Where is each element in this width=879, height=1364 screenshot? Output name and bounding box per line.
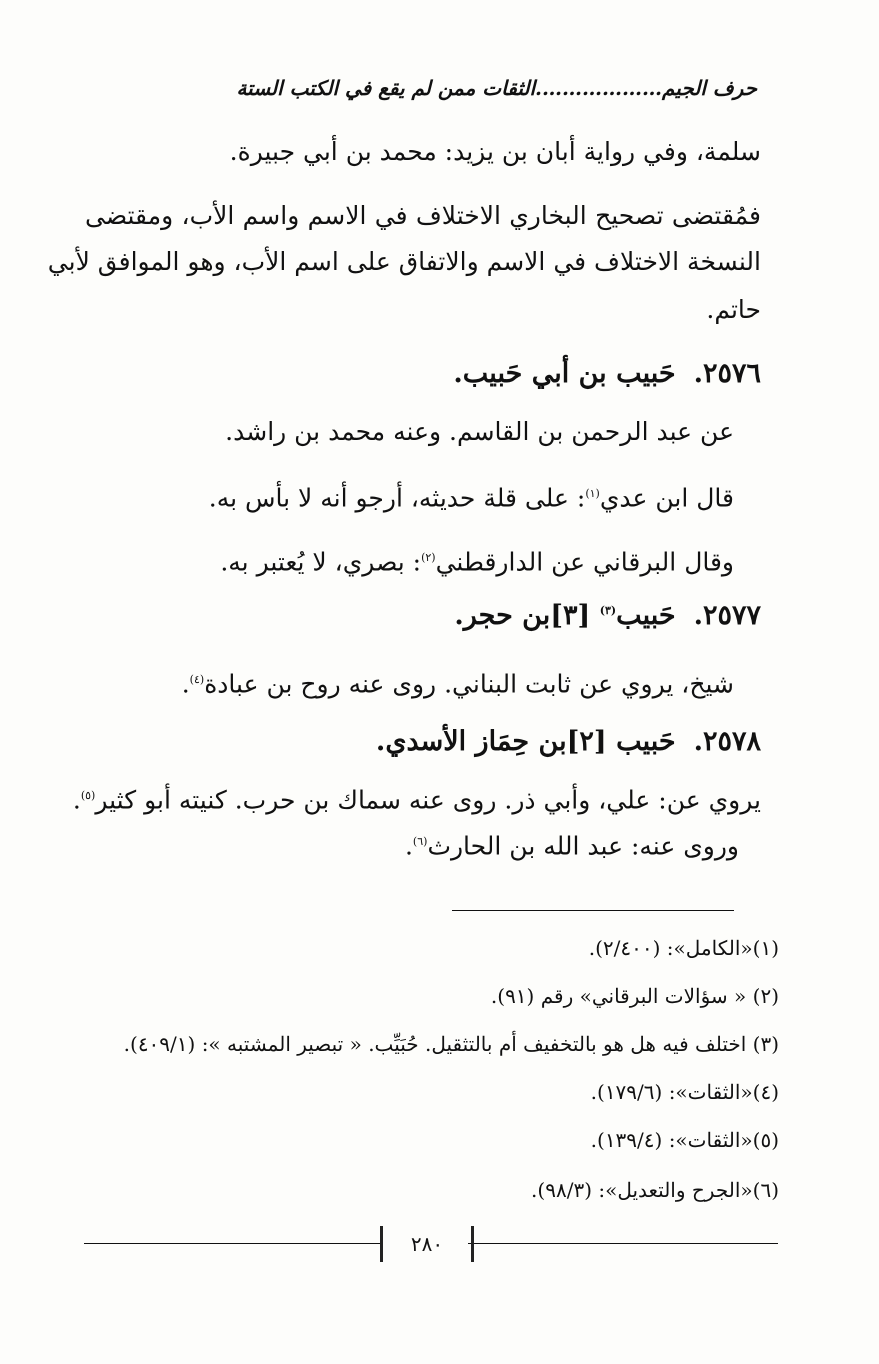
- footnote-ref: (١): [585, 487, 600, 500]
- bracket-count: [٢]: [566, 726, 607, 757]
- bottom-rule-left: [84, 1243, 380, 1244]
- footnote-separator: [452, 910, 734, 911]
- entry-2576-line-3: [220, 542, 734, 578]
- entry-heading-2578: [376, 726, 761, 757]
- footnote-ref: (٦): [412, 835, 428, 848]
- footnote-1: (١)«الكامل»: (٢/٤٠٠).: [588, 936, 779, 960]
- entry-name-rest: بن حجر.: [454, 600, 551, 631]
- footnote-5: (٥)«الثقات»: (١٣٩/٤).: [590, 1128, 779, 1152]
- intro-line-1: سلمة، وفي رواية أبان بن يزيد: محمد بن أبي جبيرة.: [229, 137, 761, 166]
- text-span: .: [72, 785, 81, 815]
- page-number: ٢٨٠: [380, 1226, 474, 1262]
- text-span: .: [181, 669, 190, 699]
- entry-name: حَبيب بن أبي حَبيب.: [453, 358, 676, 389]
- header-book-title: الثقات ممن لم يقع في الكتب الستة: [236, 76, 536, 100]
- entry-2576-line-1: عن عبد الرحمن بن القاسم. وعنه محمد بن راشد.: [225, 417, 734, 446]
- entry-number: ٢٥٧٦.: [693, 358, 761, 389]
- intro-para-line-3: حاتم.: [706, 295, 761, 324]
- footnote-ref: (٣): [599, 604, 617, 617]
- entry-number: ٢٥٧٧.: [693, 600, 761, 631]
- entry-number: ٢٥٧٨.: [693, 726, 761, 757]
- text-span: قال ابن عدي: [599, 483, 734, 513]
- text-span: وقال البرقاني عن الدارقطني: [435, 547, 734, 577]
- bottom-rule-right: [468, 1243, 778, 1244]
- entry-heading-2576: [453, 358, 761, 389]
- running-header: [97, 76, 757, 100]
- header-dots: ……………….: [535, 76, 662, 100]
- footnote-ref: (٤): [189, 673, 205, 686]
- footnote-6: (٦)«الجرح والتعديل»: (٩٨/٣).: [531, 1178, 779, 1202]
- footnote-2: (٢) « سؤالات البرقاني» رقم (٩١).: [490, 984, 779, 1008]
- text-span: شيخ، يروي عن ثابت البناني. روى عنه روح بن عبادة: [204, 669, 734, 699]
- text-span: وروى عنه: عبد الله بن الحارث: [427, 831, 739, 861]
- entry-name: حَبيب: [616, 600, 676, 631]
- entry-2576-line-2: [209, 478, 734, 514]
- text-span: : بصري، لا يُعتبر به.: [220, 547, 422, 577]
- entry-heading-2577: [454, 600, 761, 631]
- entry-name: حَبيب: [616, 726, 676, 757]
- footnote-ref: (٢): [421, 551, 436, 564]
- intro-para-line-2: النسخة الاختلاف في الاسم والاتفاق على اسم الأب، وهو الموافق لأبي: [47, 247, 761, 276]
- entry-2578-line-1: [73, 780, 761, 816]
- text-span: .: [404, 831, 413, 861]
- footnote-3: (٣) اختلف فيه هل هو بالتخفيف أم بالتثقيل. حُبَيِّب. « تبصير المشتبه »: (٤٠٩/١).: [123, 1032, 779, 1056]
- entry-name-rest: بن حِمَاز الأسدي.: [375, 726, 567, 757]
- intro-para-line-1: فمُقتضى تصحيح البخاري الاختلاف في الاسم واسم الأب، ومقتضى: [85, 201, 761, 230]
- text-span: : على قلة حديثه، أرجو أنه لا بأس به.: [208, 483, 586, 513]
- footnote-ref: (٥): [80, 789, 96, 802]
- header-chapter: حرف الجيم: [662, 76, 757, 100]
- entry-2577-line-1: [182, 664, 734, 700]
- entry-2578-line-2: [405, 826, 739, 862]
- footnote-4: (٤)«الثقات»: (١٧٩/٦).: [590, 1080, 779, 1104]
- bracket-count: [٣]: [550, 600, 591, 631]
- text-span: يروي عن: علي، وأبي ذر. روى عنه سماك بن حرب. كنيته أبو كثير: [95, 785, 761, 815]
